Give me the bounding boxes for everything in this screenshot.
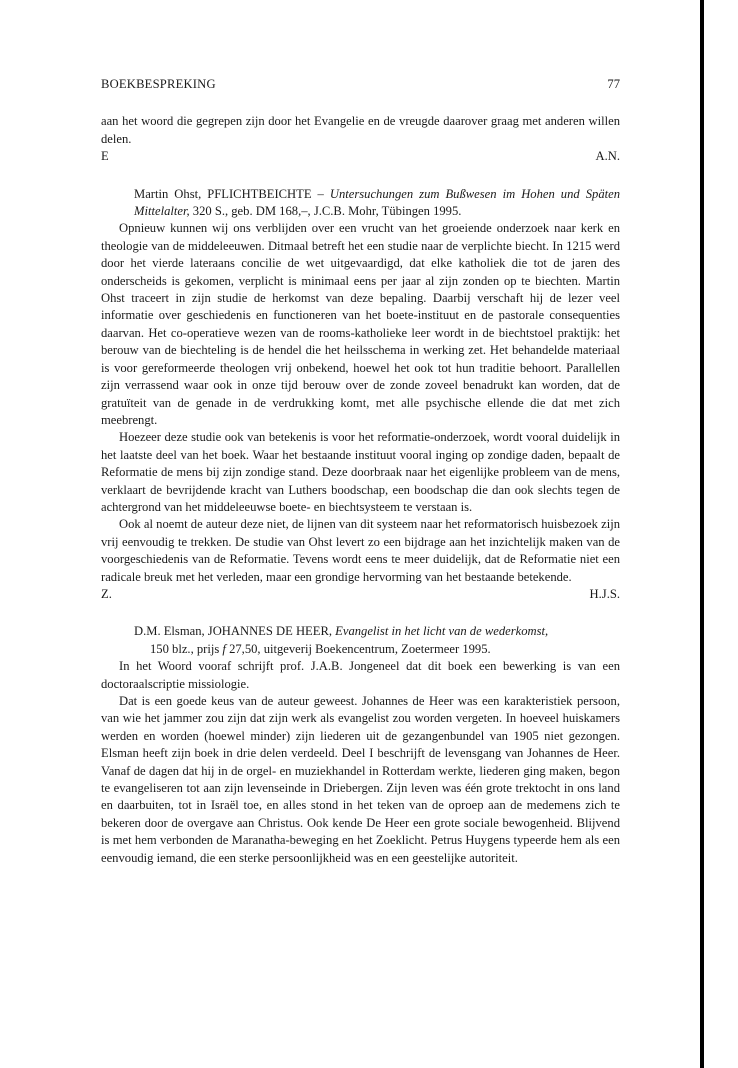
citation-currency: f bbox=[222, 641, 226, 656]
review1-signature bbox=[101, 586, 620, 603]
section-title: BOEKBESPREKING bbox=[101, 77, 216, 91]
page-spine-edge bbox=[700, 0, 704, 1068]
citation-title: Untersuchungen zum Bußwesen im Hohen und Späten Mittelalter, bbox=[134, 186, 621, 219]
citation-author: Martin Ohst, PFLICHTBEICHTE – bbox=[134, 186, 330, 201]
signature-right: H.J.S. bbox=[589, 586, 620, 601]
review2-paragraph-1: In het Woord vooraf schrijft prof. J.A.B. Jongeneel dat dit boek een bewerking is van een doctoraalscriptie missiologie. bbox=[101, 659, 620, 691]
intro-text: aan het woord die gegrepen zijn door het Evangelie en de vreugde daarover graag met anderen willen delen. bbox=[101, 114, 620, 146]
citation-author: D.M. Elsman, JOHANNES DE HEER, bbox=[134, 624, 336, 639]
citation-details-2: 27,50, uitgeverij Boekencentrum, Zoetermeer 1995. bbox=[225, 641, 491, 656]
review2-citation bbox=[101, 623, 620, 658]
page-number: 77 bbox=[607, 77, 620, 91]
review1-paragraph-1: Opnieuw kunnen wij ons verblijden over een vrucht van het groeiende onderzoek naar kerk en theologie van de middeleeuwen. Ditmaal betreft het een studie naar de verplichte biecht. In 1215 werd door het vierde lateraans concilie de wet uitgevaardigd, dat elke katholiek die tot de jaren des onderscheids is gekomen, verplicht is minimaal eens per jaar al zijn zonden op te biechten. Martin Ohst traceert in zijn studie de herkomst van deze bepaling. Daarbij verschaft hij de lezer veel informatie over geschiedenis en functioneren van het boete-instituut en de pastorale consequenties daarvan. Het co-operatieve wezen van de rooms-katholieke leer wordt in de biechtstoel praktijk: het berouw van de biechteling is de hendel die het heilsschema in werking zet. Het behandelde materiaal is voor gereformeerde theologen vrij onbekend, hoewel het ook tot hun traditie behoort. Parallellen zijn verrassend waar ook in onze tijd berouw over de zonde zoveel benadrukt kan worden, dat de gratuïteit van de genade in de verdrukking komt, met alle psychische ellende die dat met zich meebrengt. bbox=[101, 221, 620, 427]
book-review-page bbox=[101, 76, 620, 867]
intro-signature bbox=[101, 148, 620, 165]
signature-left: E bbox=[101, 149, 109, 164]
signature-right: A.N. bbox=[595, 149, 620, 164]
citation-details: 320 S., geb. DM 168,–, J.C.B. Mohr, Tübingen 1995. bbox=[189, 204, 462, 219]
review2-paragraph-2: Dat is een goede keus van de auteur geweest. Johannes de Heer was een karakteristiek persoon, van wie het jammer zou zijn dat zijn werk als evangelist zou worden vergeten. In hoeveel huiskamers werden en worden (hoewel minder) zijn liederen uit de gezangenbundel van 1905 niet gezongen. Elsman heeft zijn boek in drie delen verdeeld. Deel I beschrijft de levensgang van Johannes de Heer. Vanaf de dagen dat hij in de orgel- en muziekhandel in Rotterdam werkte, liederen ging maken, begon te evangeliseren tot aan zijn levenseinde in Driebergen. Zijn leven was één grote trektocht in ons land en daarbuiten, tot in Israël toe, en alles stond in het teken van de oproep aan de medemens zich te bekeren door de overgave aan Christus. Ook kende De Heer een grote sociale bewogenheid. Blijvend is met hem verbonden de Maranatha-beweging en het Zoeklicht. Petrus Huygens typeerde hem als een eenvoudig iemand, die een sterke persoonlijkheid was en een geestelijke autoriteit. bbox=[101, 694, 620, 865]
review1-paragraph-2: Hoezeer deze studie ook van betekenis is voor het reformatie-onderzoek, wordt vooral duidelijk in het laatste deel van het boek. Waar het bestaande instituut vooral inging op zondige daden, bepaalt de Reformatie de mens bij zijn zondige stand. Deze doorbraak naar het eigenlijke probleem van de mens, verklaart de bevrijdende kracht van Luthers boodschap, een boodschap die dan ook slechts tegen de achtergrond van het middeleeuwse boete- en biechtsysteem te verstaan is. bbox=[101, 430, 620, 514]
citation-details: 150 blz., prijs bbox=[150, 641, 223, 656]
running-header bbox=[101, 76, 620, 93]
review1-citation bbox=[101, 186, 620, 221]
citation-title: Evangelist in het licht van de wederkomst, bbox=[335, 624, 549, 639]
review1-paragraph-3: Ook al noemt de auteur deze niet, de lijnen van dit systeem naar het reformatorisch huisbezoek zijn vrij eenvoudig te trekken. De studie van Ohst levert zo een bijdrage aan het inzichtelijk maken van de voorgeschiedenis van de Reformatie. Tevens wordt eens te meer duidelijk, dat de Reformatie niet een radicale breuk met het verleden, maar een grondige hervorming van het bestaande betekende. bbox=[101, 517, 620, 584]
signature-left: Z. bbox=[101, 586, 112, 601]
